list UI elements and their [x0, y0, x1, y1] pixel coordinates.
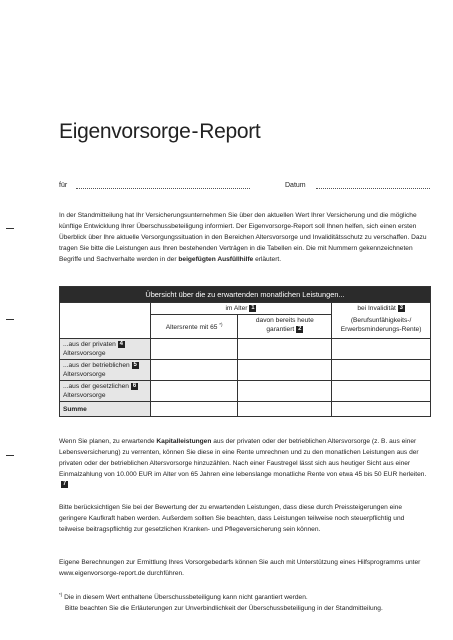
datum-field[interactable]	[316, 182, 430, 189]
intro-paragraph: In der Standmitteilung hat Ihr Versicherungsunternehmen Sie über den aktuellen Wert Ihrer Versicherung und die mögliche künftige Entwicklung Ihrer Überschussbeteiligung informiert. Der Eigenvorsorge-Report soll Ihnen helfen, sich einen ersten Überblick über Ihre aktuelle Versorgungssituation in den Bereichen Altersvorsorge und Invaliditätsschutz zu verschaffen. Dazu tragen Sie bitte die Leistungen aus Ihren bestehenden Verträgen in die Tabellen ein. Die mit Nummern gekennzeichneten Begriffe und Sachverhalte werden in der beigefügten Ausfüllhilfe erläutert.	[59, 212, 427, 263]
invaliditaet-header: bei Invalidität 3	[332, 303, 431, 315]
table-row	[60, 339, 431, 360]
table-header: Übersicht über die zu erwartenden monatlichen Leistungen...	[60, 287, 431, 303]
summe-row	[60, 402, 431, 417]
fuer-label: für	[59, 182, 68, 189]
footnote: *) Die in diesem Wert enthaltene Überschussbeteiligung kann nicht garantiert werden. Bitte beachten Sie die Erläuterungen zur Unverbindlichkeit der Überschussbeteiligung in der Standmitteilung.	[59, 592, 383, 613]
summe-label: Summe	[60, 402, 151, 417]
fuer-field[interactable]	[76, 182, 250, 189]
table-row	[60, 381, 431, 402]
altersrente-cell[interactable]	[150, 381, 238, 402]
berufsunfaehigkeit-header: (Berufsunfähigkeits-/ Erwerbsminderungs-Rente)	[332, 315, 431, 339]
summe-invaliditaet-cell[interactable]	[332, 402, 431, 417]
row-label: ...aus der betrieblichen 5 Altersvorsorge	[60, 360, 151, 381]
invaliditaet-cell[interactable]	[332, 339, 431, 360]
benefits-table	[59, 286, 431, 417]
kaufkraft-paragraph: Bitte berücksichtigen Sie bei der Bewertung der zu erwartenden Leistungen, dass diese durch Preissteigerungen eine geringere Kaufkraft haben werden. Außerdem sollten Sie beachten, dass Leistungen teilweise noch steuerpflichtig und teilweise beitragspflichtig zur gesetzlichen Kranken- und Pflegeversicherung sein können.	[59, 504, 405, 533]
datum-label: Datum	[285, 182, 306, 189]
garantiert-cell[interactable]	[238, 360, 332, 381]
summe-altersrente-cell[interactable]	[150, 402, 238, 417]
garantiert-cell[interactable]	[238, 339, 332, 360]
row-label: ...aus der privaten 4 Altersvorsorge	[60, 339, 151, 360]
berechnungen-paragraph: Eigene Berechnungen zur Ermittlung Ihres Vorsorgebedarfs können Sie auch mit Unterstützung eines Hilfsprogramms unter www.eigenvorsorge-report.de durchführen.	[59, 559, 421, 577]
altersrente-cell[interactable]	[150, 339, 238, 360]
im-alter-header: im Alter 1	[150, 303, 331, 315]
altersrente-header: Altersrente mit 65 *)	[150, 315, 238, 339]
table-row	[60, 360, 431, 381]
invaliditaet-cell[interactable]	[332, 381, 431, 402]
altersrente-cell[interactable]	[150, 360, 238, 381]
kapitalleistungen-paragraph: Wenn Sie planen, zu erwartende Kapitalleistungen aus der privaten oder der betrieblichen Altersvorsorge (z. B. aus einer Lebensversicherung) zu verrenten, können Sie diese in eine Rente umrechnen und zu den monatlichen Leistungen aus der privaten oder der betrieblichen Altersvorsorge hinzuzählen. Nach einer Faustregel lässt sich aus heutiger Sicht aus einer Einmalzahlung von 10.000 EUR im Alter von 65 Jahren eine lebenslange monatliche Rente von etwa 45 bis 50 EUR herleiten.7	[59, 438, 427, 488]
margin-mark	[6, 319, 14, 320]
margin-mark	[6, 228, 14, 229]
garantiert-cell[interactable]	[238, 381, 332, 402]
summe-garantiert-cell[interactable]	[238, 402, 332, 417]
page-title: Eigenvorsorge-Report	[59, 120, 261, 143]
margin-mark	[6, 455, 14, 456]
row-label: ...aus der gesetzlichen 6 Altersvorsorge	[60, 381, 151, 402]
table-corner	[60, 303, 151, 339]
garantiert-header: davon bereits heute garantiert 2	[238, 315, 332, 339]
invaliditaet-cell[interactable]	[332, 360, 431, 381]
